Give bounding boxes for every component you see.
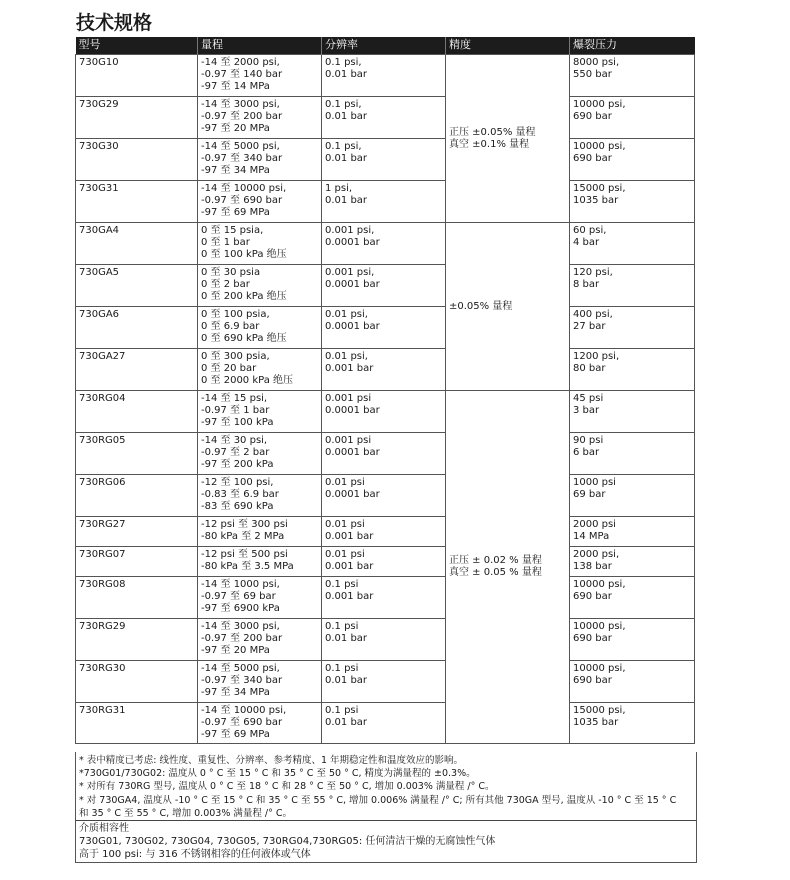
media-line: 730G01, 730G02, 730G04, 730G05, 730RG04,730RG05: 任何清洁干燥的无腐蚀性气体 <box>79 836 496 847</box>
cell-burst-pressure <box>570 475 695 517</box>
cell-resolution <box>322 703 446 744</box>
range-line: -14 至 1000 psi, <box>201 579 280 590</box>
table-row <box>76 661 695 703</box>
range-line: -0.97 至 2 bar <box>201 447 270 459</box>
table-row <box>76 391 695 433</box>
burst-line: 690 bar <box>573 675 612 687</box>
cell-range <box>198 703 322 744</box>
cell-burst-pressure <box>570 349 695 391</box>
cell-model: 730G31 <box>76 181 198 223</box>
header-model: 型号 <box>76 37 198 55</box>
cell-range <box>198 97 322 139</box>
footnote-line: * 对所有 730RG 型号, 温度从 0 ° C 至 18 ° C 和 28 ° C 至 50 ° C, 增加 0.003% 满量程 /° C。 <box>79 781 495 793</box>
burst-line: 690 bar <box>573 111 612 123</box>
header-burst-pressure: 爆裂压力 <box>570 37 695 55</box>
range-line: -0.97 至 1 bar <box>201 405 270 417</box>
header-range: 量程 <box>198 37 322 55</box>
range-line: -97 至 20 MPa <box>201 123 270 135</box>
burst-line: 1035 bar <box>573 717 619 729</box>
table-row <box>76 619 695 661</box>
cell-range <box>198 265 322 307</box>
table-row <box>76 433 695 475</box>
burst-line: 8000 psi, <box>573 57 620 68</box>
cell-accuracy <box>446 55 570 223</box>
resolution-line: 0.001 psi <box>325 393 372 404</box>
resolution-line: 0.0001 bar <box>325 405 380 417</box>
burst-line: 690 bar <box>573 633 612 645</box>
cell-model: 730G30 <box>76 139 198 181</box>
range-line: -0.97 至 69 bar <box>201 591 276 603</box>
cell-model: 730GA27 <box>76 349 198 391</box>
cell-model: 730RG27 <box>76 517 198 547</box>
resolution-line: 0.0001 bar <box>325 279 380 291</box>
resolution-line: 0.1 psi <box>325 621 359 632</box>
table-row <box>76 139 695 181</box>
range-line: 0 至 690 kPa 绝压 <box>201 333 287 345</box>
accuracy-line: 真空 ± 0.05 % 量程 <box>449 567 542 579</box>
burst-line: 15000 psi, <box>573 705 626 716</box>
cell-resolution <box>322 475 446 517</box>
cell-burst-pressure <box>570 391 695 433</box>
burst-line: 10000 psi, <box>573 99 626 110</box>
cell-burst-pressure <box>570 307 695 349</box>
cell-burst-pressure <box>570 577 695 619</box>
range-line: -97 至 20 MPa <box>201 645 270 657</box>
range-line: -0.97 至 140 bar <box>201 69 283 81</box>
footnote-line: * 表中精度已考虑: 线性度、重复性、分辨率、参考精度、1 年期稳定性和温度效应的影响。 <box>79 755 464 766</box>
resolution-line: 0.01 bar <box>325 153 368 165</box>
cell-model: 730RG29 <box>76 619 198 661</box>
range-line: -14 至 3000 psi, <box>201 621 280 632</box>
burst-line: 60 psi, <box>573 225 607 236</box>
range-line: 0 至 2 bar <box>201 279 250 291</box>
cell-model: 730G29 <box>76 97 198 139</box>
burst-line: 1035 bar <box>573 195 619 207</box>
cell-model: 730RG08 <box>76 577 198 619</box>
burst-line: 4 bar <box>573 237 600 249</box>
cell-resolution <box>322 139 446 181</box>
footnote-line: * 对 730GA4, 温度从 -10 ° C 至 15 ° C 和 35 ° C 至 55 ° C, 增加 0.006% 满量程 /° C; 所有其他 730GA 型号, 温度从 -10 ° C 至 15 ° C <box>79 794 677 806</box>
cell-model: 730RG31 <box>76 703 198 744</box>
resolution-line: 0.0001 bar <box>325 447 380 459</box>
resolution-line: 0.01 psi <box>325 477 365 488</box>
resolution-line: 0.0001 bar <box>325 321 380 333</box>
cell-burst-pressure <box>570 97 695 139</box>
cell-resolution <box>322 307 446 349</box>
cell-resolution <box>322 547 446 577</box>
resolution-line: 0.001 psi, <box>325 225 375 236</box>
cell-resolution <box>322 349 446 391</box>
cell-burst-pressure <box>570 619 695 661</box>
table-row <box>76 307 695 349</box>
cell-burst-pressure <box>570 265 695 307</box>
cell-resolution <box>322 661 446 703</box>
resolution-line: 0.01 bar <box>325 111 368 123</box>
cell-range <box>198 577 322 619</box>
cell-resolution <box>322 619 446 661</box>
cell-range <box>198 433 322 475</box>
burst-line: 138 bar <box>573 561 612 573</box>
range-line: -12 psi 至 500 psi <box>201 549 288 560</box>
cell-burst-pressure <box>570 223 695 265</box>
table-row <box>76 703 695 744</box>
range-line: 0 至 6.9 bar <box>201 321 260 333</box>
range-line: -12 psi 至 300 psi <box>201 519 288 530</box>
burst-line: 690 bar <box>573 591 612 603</box>
range-line: -14 至 5000 psi, <box>201 663 280 674</box>
resolution-line: 0.1 psi, <box>325 141 362 152</box>
range-line: -14 至 2000 psi, <box>201 57 280 68</box>
table-row <box>76 547 695 577</box>
range-line: -0.97 至 340 bar <box>201 153 283 165</box>
range-line: 0 至 15 psia, <box>201 225 264 236</box>
resolution-line: 0.01 psi, <box>325 309 368 320</box>
table-row <box>76 577 695 619</box>
table-row <box>76 517 695 547</box>
burst-line: 2000 psi <box>573 519 616 530</box>
range-line: -83 至 690 kPa <box>201 501 274 513</box>
range-line: 0 至 100 psia, <box>201 309 270 320</box>
cell-resolution <box>322 517 446 547</box>
cell-burst-pressure <box>570 55 695 97</box>
range-line: -0.97 至 200 bar <box>201 633 283 645</box>
cell-burst-pressure <box>570 661 695 703</box>
table-row <box>76 223 695 265</box>
range-line: 0 至 2000 kPa 绝压 <box>201 375 294 387</box>
range-line: -14 至 10000 psi, <box>201 183 287 194</box>
accuracy-line: ±0.05% 量程 <box>449 300 513 312</box>
cell-burst-pressure <box>570 433 695 475</box>
burst-line: 90 psi <box>573 435 604 446</box>
range-line: -97 至 69 MPa <box>201 207 270 219</box>
resolution-line: 0.001 bar <box>325 363 374 375</box>
cell-resolution <box>322 55 446 97</box>
cell-resolution <box>322 181 446 223</box>
cell-range <box>198 475 322 517</box>
cell-model: 730GA4 <box>76 223 198 265</box>
burst-line: 3 bar <box>573 405 600 417</box>
resolution-line: 0.1 psi, <box>325 99 362 110</box>
resolution-line: 1 psi, <box>325 183 353 194</box>
burst-line: 6 bar <box>573 447 600 459</box>
table-row <box>76 475 695 517</box>
resolution-line: 0.0001 bar <box>325 237 380 249</box>
cell-range <box>198 391 322 433</box>
range-line: -14 至 15 psi, <box>201 393 268 404</box>
burst-line: 10000 psi, <box>573 663 626 674</box>
range-line: 0 至 1 bar <box>201 237 250 249</box>
cell-resolution <box>322 97 446 139</box>
cell-range <box>198 349 322 391</box>
resolution-line: 0.0001 bar <box>325 489 380 501</box>
burst-line: 1200 psi, <box>573 351 620 362</box>
range-line: 0 至 30 psia <box>201 267 261 278</box>
header-resolution: 分辨率 <box>322 37 446 55</box>
resolution-line: 0.1 psi <box>325 705 359 716</box>
range-line: -97 至 14 MPa <box>201 81 270 93</box>
cell-burst-pressure <box>570 139 695 181</box>
spec-table-body <box>76 55 695 744</box>
resolution-line: 0.01 bar <box>325 195 368 207</box>
burst-line: 400 psi, <box>573 309 613 320</box>
range-line: -0.97 至 340 bar <box>201 675 283 687</box>
cell-range <box>198 139 322 181</box>
cell-range <box>198 517 322 547</box>
burst-line: 10000 psi, <box>573 621 626 632</box>
media-line: 高于 100 psi: 与 316 不锈钢相容的任何液体或气体 <box>79 849 311 860</box>
cell-range <box>198 223 322 265</box>
cell-model: 730RG30 <box>76 661 198 703</box>
cell-range <box>198 661 322 703</box>
cell-model: 730RG04 <box>76 391 198 433</box>
cell-resolution <box>322 433 446 475</box>
cell-accuracy <box>446 391 570 744</box>
range-line: -97 至 200 kPa <box>201 459 274 471</box>
cell-model: 730GA5 <box>76 265 198 307</box>
cell-model: 730GA6 <box>76 307 198 349</box>
cell-range <box>198 55 322 97</box>
resolution-line: 0.01 bar <box>325 675 368 687</box>
burst-line: 27 bar <box>573 321 606 333</box>
range-line: -80 kPa 至 3.5 MPa <box>201 561 294 573</box>
resolution-line: 0.001 bar <box>325 591 374 603</box>
burst-line: 80 bar <box>573 363 606 375</box>
burst-line: 550 bar <box>573 69 612 81</box>
resolution-line: 0.1 psi, <box>325 57 362 68</box>
cell-accuracy <box>446 223 570 391</box>
range-line: 0 至 20 bar <box>201 363 257 375</box>
header-accuracy: 精度 <box>446 37 570 55</box>
resolution-line: 0.01 psi, <box>325 351 368 362</box>
range-line: -97 至 69 MPa <box>201 729 270 741</box>
burst-line: 10000 psi, <box>573 579 626 590</box>
spec-table <box>75 37 695 744</box>
cell-burst-pressure <box>570 181 695 223</box>
media-heading: 介质相容性 <box>79 823 129 834</box>
burst-line: 8 bar <box>573 279 600 291</box>
cell-model: 730RG05 <box>76 433 198 475</box>
burst-line: 15000 psi, <box>573 183 626 194</box>
accuracy-line: 真空 ±0.1% 量程 <box>449 139 530 150</box>
range-line: -0.97 至 690 bar <box>201 195 283 207</box>
cell-range <box>198 619 322 661</box>
range-line: -0.97 至 200 bar <box>201 111 283 123</box>
range-line: -0.97 至 690 bar <box>201 717 283 729</box>
burst-line: 120 psi, <box>573 267 613 278</box>
range-line: -14 至 5000 psi, <box>201 141 280 152</box>
cell-model: 730RG07 <box>76 547 198 577</box>
table-header-row <box>76 37 695 55</box>
range-line: -14 至 3000 psi, <box>201 99 280 110</box>
resolution-line: 0.01 psi <box>325 519 365 530</box>
footnote-line: 和 35 ° C 至 55 ° C, 增加 0.003% 满量程 /° C。 <box>79 807 293 819</box>
burst-line: 45 psi <box>573 393 604 404</box>
accuracy-line: 正压 ± 0.02 % 量程 <box>449 555 542 567</box>
table-row <box>76 265 695 307</box>
range-line: 0 至 100 kPa 绝压 <box>201 249 287 261</box>
cell-range <box>198 307 322 349</box>
range-line: -97 至 34 MPa <box>201 687 270 699</box>
cell-model: 730RG06 <box>76 475 198 517</box>
burst-line: 1000 psi <box>573 477 616 488</box>
resolution-line: 0.01 bar <box>325 717 368 729</box>
cell-resolution <box>322 223 446 265</box>
footnote-line: *730G01/730G02: 温度从 0 ° C 至 15 ° C 和 35 ° C 至 50 ° C, 精度为满量程的 ±0.3%。 <box>79 768 476 780</box>
table-row <box>76 349 695 391</box>
range-line: -97 至 100 kPa <box>201 417 274 429</box>
range-line: 0 至 200 kPa 绝压 <box>201 291 287 303</box>
resolution-line: 0.001 bar <box>325 531 374 543</box>
resolution-line: 0.001 bar <box>325 561 374 573</box>
resolution-line: 0.01 bar <box>325 69 368 81</box>
resolution-line: 0.1 psi <box>325 579 359 590</box>
range-line: -97 至 6900 kPa <box>201 603 280 615</box>
burst-line: 2000 psi, <box>573 549 620 560</box>
resolution-line: 0.01 bar <box>325 633 368 645</box>
table-row <box>76 97 695 139</box>
cell-burst-pressure <box>570 517 695 547</box>
resolution-line: 0.001 psi, <box>325 267 375 278</box>
resolution-line: 0.1 psi <box>325 663 359 674</box>
range-line: -80 kPa 至 2 MPa <box>201 531 285 543</box>
cell-burst-pressure <box>570 703 695 744</box>
cell-range <box>198 547 322 577</box>
range-line: -0.83 至 6.9 bar <box>201 489 279 501</box>
range-line: 0 至 300 psia, <box>201 351 270 362</box>
range-line: -12 至 100 psi, <box>201 477 274 488</box>
media-compatibility <box>75 820 697 863</box>
cell-range <box>198 181 322 223</box>
cell-resolution <box>322 391 446 433</box>
range-line: -14 至 30 psi, <box>201 435 268 446</box>
burst-line: 10000 psi, <box>573 141 626 152</box>
cell-resolution <box>322 265 446 307</box>
cell-burst-pressure <box>570 547 695 577</box>
burst-line: 690 bar <box>573 153 612 165</box>
footnotes <box>75 752 697 821</box>
resolution-line: 0.01 psi <box>325 549 365 560</box>
accuracy-line: 正压 ±0.05% 量程 <box>449 126 536 138</box>
range-line: -97 至 34 MPa <box>201 165 270 177</box>
cell-model: 730G10 <box>76 55 198 97</box>
cell-resolution <box>322 577 446 619</box>
burst-line: 14 MPa <box>573 531 610 543</box>
burst-line: 69 bar <box>573 489 606 501</box>
range-line: -14 至 10000 psi, <box>201 705 287 716</box>
table-row <box>76 181 695 223</box>
resolution-line: 0.001 psi <box>325 435 372 446</box>
table-row <box>76 55 695 97</box>
page-title: 技术规格 <box>76 12 153 34</box>
